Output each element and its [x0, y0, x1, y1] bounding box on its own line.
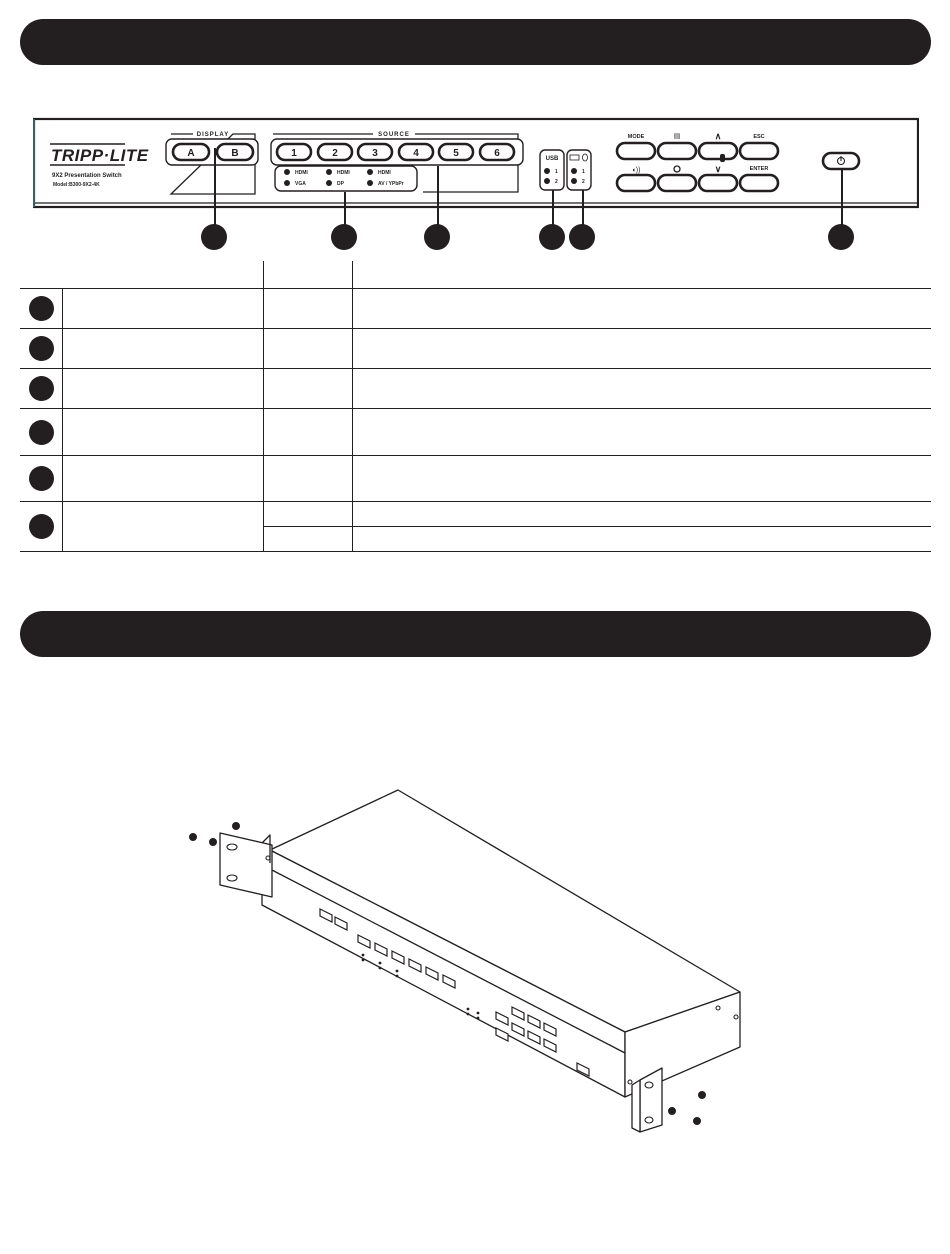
table-cell: [353, 502, 932, 527]
menu-label: ▤: [673, 133, 681, 140]
keyboard-mouse-led-group: [567, 150, 591, 190]
input-led-5-label: DP: [337, 181, 344, 187]
row-badge-5: [29, 466, 54, 491]
enter-button[interactable]: [740, 175, 778, 191]
table-cell: [353, 369, 932, 409]
callout-line-6: [841, 168, 843, 226]
table-cell: [63, 502, 264, 552]
enter-label: ENTER: [749, 166, 769, 172]
usb-title: USB: [545, 156, 559, 162]
table-cell: [20, 456, 63, 502]
input-led-1-label: HDMI: [295, 170, 308, 176]
input-led-2-label: HDMI: [337, 170, 350, 176]
rack-mount-svg: [170, 785, 760, 1145]
table-cell: [264, 409, 353, 456]
power-button[interactable]: [823, 153, 859, 169]
screw: [210, 839, 217, 846]
row-badge-2: [29, 336, 54, 361]
esc-label: ESC: [753, 134, 765, 140]
callout-line-3: [437, 166, 439, 226]
screw: [669, 1108, 676, 1115]
table-header-row: [20, 261, 931, 289]
table-cell: [20, 409, 63, 456]
callout-badge-2: [331, 224, 357, 250]
source-button-6[interactable]: [480, 144, 514, 160]
source-button-5[interactable]: [439, 144, 473, 160]
source-button-1-label: 1: [291, 148, 297, 159]
front-panel-diagram: [33, 117, 919, 212]
usb-led-group: [540, 150, 564, 190]
table-cell: [264, 369, 353, 409]
ir-sensor: [720, 154, 725, 162]
callout-badge-3: [424, 224, 450, 250]
table-cell: [20, 289, 63, 329]
callout-badge-1: [201, 224, 227, 250]
table-cell: [20, 502, 63, 552]
up-button[interactable]: [699, 143, 737, 159]
table-header-cell: [264, 261, 353, 289]
display-button-b-label: B: [231, 148, 239, 159]
callout-line-1: [214, 148, 216, 226]
callout-line-4: [552, 190, 554, 226]
source-group-title: SOURCE: [378, 132, 410, 138]
source-button-6-label: 6: [494, 148, 500, 159]
callout-badge-4: [539, 224, 565, 250]
row-badge-3: [29, 376, 54, 401]
kbm-port-1-label: 1: [582, 169, 585, 175]
screw: [694, 1118, 701, 1125]
source-button-2-label: 2: [332, 148, 338, 159]
source-button-1[interactable]: [277, 144, 311, 160]
source-button-3-label: 3: [372, 148, 378, 159]
display-group-title: DISPLAY: [196, 132, 230, 138]
section-banner-rack-mount: [20, 611, 931, 657]
table-cell: [264, 527, 353, 552]
mode-label: MODE: [627, 134, 645, 140]
callout-badge-5: [569, 224, 595, 250]
volume-button[interactable]: [617, 175, 655, 191]
screw: [699, 1092, 706, 1099]
source-button-3[interactable]: [358, 144, 392, 160]
table-header-cell: [63, 261, 264, 289]
row-badge-4: [29, 420, 54, 445]
table-row: [20, 369, 931, 409]
display-button-b[interactable]: [217, 144, 253, 160]
row-badge-6: [29, 514, 54, 539]
rack-mount-illustration: [170, 785, 760, 1145]
callout-line-2: [344, 192, 346, 226]
menu-button[interactable]: [658, 143, 696, 159]
table-row: [20, 502, 931, 527]
screw: [233, 823, 240, 830]
screw: [190, 834, 197, 841]
settings-button[interactable]: [658, 175, 696, 191]
table-cell: [20, 329, 63, 369]
source-button-5-label: 5: [453, 148, 459, 159]
input-led-4: [284, 180, 306, 187]
display-button-a-label: A: [187, 148, 195, 159]
input-led-3-label: HDMI: [378, 170, 391, 176]
table-cell: [353, 456, 932, 502]
volume-icon: ◖)): [631, 167, 641, 174]
table-cell: [63, 456, 264, 502]
reference-table: [20, 261, 931, 552]
front-panel-svg: [33, 117, 919, 212]
source-button-4-label: 4: [413, 148, 419, 159]
source-button-2[interactable]: [318, 144, 352, 160]
product-name: 9X2 Presentation Switch: [52, 173, 122, 179]
input-led-4-label: VGA: [295, 181, 306, 187]
left-bracket: [220, 833, 272, 897]
table-cell: [264, 456, 353, 502]
table-cell: [353, 289, 932, 329]
callout-badge-6: [828, 224, 854, 250]
callout-line-5: [582, 190, 584, 226]
esc-button[interactable]: [740, 143, 778, 159]
model-number: Model:B300-9X2-4K: [53, 182, 100, 188]
brand-logo-text: TRIPP·LITE: [51, 146, 149, 165]
table-cell: [353, 329, 932, 369]
table-cell: [264, 329, 353, 369]
table-cell: [264, 502, 353, 527]
section-banner-front-panel: [20, 19, 931, 65]
table-row: [20, 329, 931, 369]
table-cell: [20, 369, 63, 409]
usb-port-1-label: 1: [555, 169, 558, 175]
row-badge-1: [29, 296, 54, 321]
table-cell: [264, 289, 353, 329]
down-label: ∨: [714, 164, 722, 174]
input-led-6-label: AV / YPbPr: [378, 181, 404, 187]
up-label: ∧: [714, 131, 722, 141]
table-cell: [353, 527, 932, 552]
table-header-cell: [353, 261, 932, 289]
table-cell: [63, 329, 264, 369]
source-button-4[interactable]: [399, 144, 433, 160]
kbm-port-2-label: 2: [582, 179, 585, 185]
down-button[interactable]: [699, 175, 737, 191]
table-row: [20, 409, 931, 456]
table-cell: [63, 369, 264, 409]
usb-port-2-label: 2: [555, 179, 558, 185]
table-cell: [63, 289, 264, 329]
table-row: [20, 289, 931, 329]
table-cell: [353, 409, 932, 456]
table-cell: [63, 409, 264, 456]
table-header-cell: [20, 261, 63, 289]
table-row: [20, 456, 931, 502]
display-button-a[interactable]: [173, 144, 209, 160]
mode-button[interactable]: [617, 143, 655, 159]
